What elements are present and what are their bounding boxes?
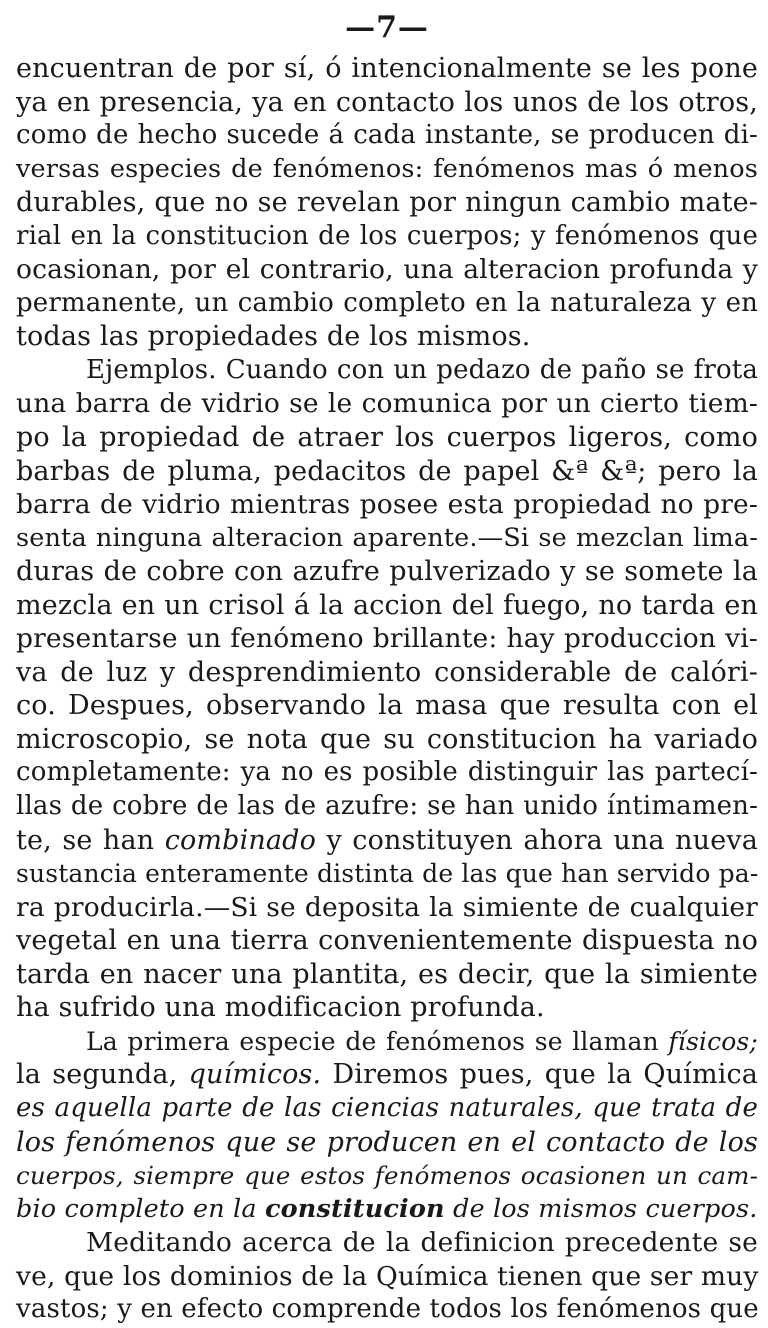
- italic-term: físicos;: [668, 1026, 758, 1056]
- text-line: barra de vidrio mientras posee esta propiedad no pre-: [16, 489, 758, 521]
- text-line: [16, 1025, 758, 1059]
- text-line: senta ninguna alteracion aparente.—Si se mezclan lima-: [16, 522, 758, 553]
- text-line: ya en presencia, ya en contacto los unos de los otros,: [16, 86, 758, 118]
- text-line: completamente: ya no es posible distinguir las partecí-: [16, 757, 758, 788]
- text-line: Ejemplos. Cuando con un pedazo de paño se frota: [86, 354, 758, 385]
- text-line: po la propiedad de atraer los cuerpos ligeros, como: [16, 422, 758, 454]
- text-line: ra producirla.—Si se deposita la simiente de cualquier: [16, 891, 758, 923]
- text-line: todas las propiedades de los mismos.: [16, 321, 531, 353]
- definition-line: cuerpos, siempre que estos fenómenos ocasionen un cam-: [16, 1161, 758, 1191]
- paragraph-3: [16, 1025, 758, 1226]
- text-line: versas especies de fenómenos: fenómenos mas ó menos: [16, 153, 758, 184]
- italic-term: combinado: [164, 824, 316, 856]
- bold-term: constitucion: [264, 1193, 445, 1224]
- text-line: vegetal en una tierra convenientemente dispuesta no: [16, 925, 758, 957]
- text-line: como de hecho sucede á cada instante, se producen di-: [16, 120, 758, 151]
- text-line: ha sufrido una modificacion profunda.: [16, 992, 545, 1024]
- text-span: La primera especie de fenómenos se llaman: [86, 1026, 669, 1056]
- text-line: barbas de pluma, pedacitos de papel &ª &ª; pero la: [16, 455, 758, 487]
- paragraph-1: [16, 52, 758, 354]
- book-page: [16, 8, 758, 1327]
- text-line: rial en la constitucion de los cuerpos; y fenómenos que: [16, 220, 758, 251]
- text-span: Diremos pues, que la Química: [321, 1059, 759, 1091]
- text-span: de los mismos cuerpos.: [444, 1193, 758, 1224]
- definition-line: es aquella parte de las ciencias naturales, que trata de: [16, 1092, 758, 1123]
- text-line: sustancia enteramente distinta de las que han servido pa-: [16, 859, 759, 889]
- text-span: la segunda,: [16, 1059, 189, 1091]
- text-line: permanente, un cambio completo en la naturaleza y en: [16, 287, 758, 318]
- text-line: co. Despues, observando la masa que resulta con el: [16, 690, 758, 722]
- text-line: encuentran de por sí, ó intencionalmente se les pone: [16, 53, 758, 84]
- text-line: va de luz y desprendimiento considerable de calóri-: [16, 656, 758, 688]
- text-line: ocasionan, por el contrario, una alteracion profunda y: [16, 254, 758, 286]
- text-line: mezcla en un crisol á la accion del fuego, no tarda en: [16, 589, 758, 621]
- text-span: y constituyen ahora una nueva: [315, 824, 758, 856]
- text-line: presentarse un fenómeno brillante: hay produccion vi-: [16, 623, 758, 655]
- text-line: Meditando acerca de la definicion precedente se: [86, 1227, 758, 1259]
- text-line: una barra de vidrio se le comunica por un cierto tiem-: [16, 388, 758, 420]
- text-line: vastos; y en efecto comprende todos los fenómenos que: [16, 1294, 759, 1325]
- page-number: —7—: [345, 10, 429, 45]
- definition-line: [16, 1193, 758, 1227]
- text-line: duras de cobre con azufre pulverizado y se somete la: [16, 556, 758, 588]
- text-span: bio completo en la: [16, 1193, 265, 1224]
- text-line: microscopio, se nota que su constitucion ha variado: [16, 723, 758, 755]
- text-line: [16, 1058, 758, 1092]
- text-line: tarda en nacer una plantita, es decir, que la simiente: [16, 958, 758, 990]
- definition-line: los fenómenos que se producen en el contacto de los: [16, 1126, 758, 1158]
- text-line: durables, que no se revelan por ningun cambio mate-: [16, 187, 758, 219]
- text-line: ve, que los dominios de la Química tienen que ser muy: [16, 1260, 759, 1292]
- text-line: llas de cobre de las de azufre: se han unido íntimamen-: [16, 791, 758, 822]
- italic-term: químicos.: [188, 1059, 322, 1091]
- text-line: [16, 824, 758, 858]
- text-span: te, se han: [16, 824, 165, 856]
- paragraph-2: [16, 354, 758, 1025]
- paragraph-4: [16, 1226, 758, 1327]
